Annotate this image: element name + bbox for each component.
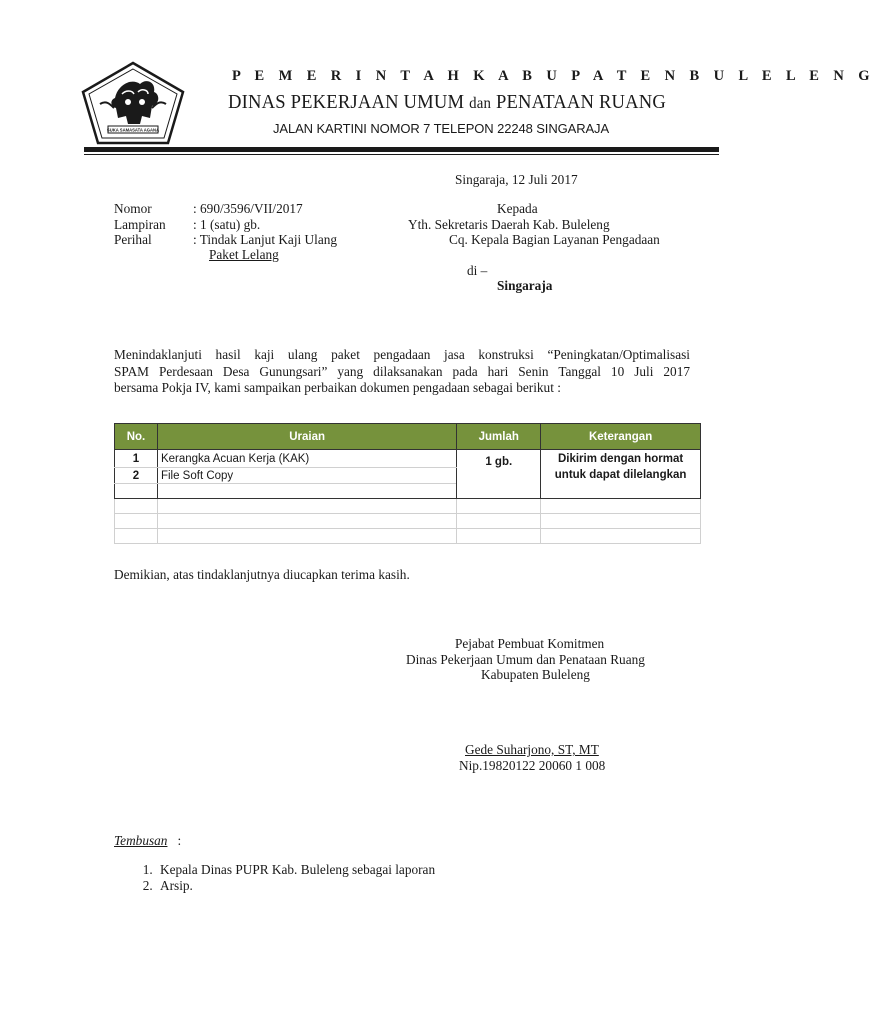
body-line-3: bersama Pokja IV, kami sampaikan perbaikan dokumen pengadaan sebagai berikut :: [114, 380, 561, 395]
nomor-label: Nomor: [114, 201, 152, 216]
letterhead-government: P E M E R I N T A H K A B U P A T E N B U L E L E N G: [232, 68, 875, 84]
empty-cell: [457, 499, 541, 514]
recipient-yth: Yth. Sekretaris Daerah Kab. Buleleng: [408, 217, 610, 232]
perihal-label: Perihal: [114, 232, 152, 247]
empty-cell: [115, 529, 158, 544]
col-header-uraian: Uraian: [157, 424, 456, 450]
table-row: [115, 514, 701, 529]
col-header-jumlah: Jumlah: [457, 424, 541, 450]
empty-cell: [157, 514, 456, 529]
body-line-2: SPAM Perdesaan Desa Gunungsari” yang dilaksanakan pada hari Senin Tanggal 10 Juli 2017: [114, 363, 690, 379]
table-row: [115, 529, 701, 544]
signatory-name: Gede Suharjono, ST, MT: [465, 742, 599, 757]
recipient-kepada: Kepada: [497, 201, 538, 216]
logo-motto: SUKA SAMASATA AGANA: [106, 127, 160, 133]
lampiran-label: Lampiran: [114, 217, 166, 232]
empty-cell: [541, 514, 701, 529]
letterhead-divider: [84, 147, 719, 152]
keterangan-cell: [541, 450, 701, 499]
letterhead-divider-thin: [84, 154, 719, 155]
empty-cell: [115, 499, 158, 514]
empty-cell: [541, 529, 701, 544]
letter-date: Singaraja, 12 Juli 2017: [455, 172, 578, 187]
closing-sentence: Demikian, atas tindaklanjutnya diucapkan terima kasih.: [114, 567, 410, 582]
cc-list: [136, 862, 435, 894]
empty-cell: [157, 484, 456, 499]
empty-cell: [115, 514, 158, 529]
table-row: [115, 450, 701, 468]
cc-label: Tembusan :: [114, 833, 182, 848]
lampiran-value: : 1 (satu) gb.: [193, 217, 261, 232]
empty-cell: [157, 499, 456, 514]
regency-logo: [80, 60, 186, 146]
letterhead-address: JALAN KARTINI NOMOR 7 TELEPON 22248 SINGARAJA: [273, 121, 610, 136]
empty-cell: [457, 529, 541, 544]
signatory-nip: Nip.19820122 20060 1 008: [459, 758, 606, 773]
row-uraian: Kerangka Acuan Kerja (KAK): [157, 450, 456, 468]
keterangan-line-1: Dikirim dengan hormat: [557, 453, 684, 465]
recipient-cq: Cq. Kepala Bagian Layanan Pengadaan: [449, 232, 660, 247]
col-header-no: No.: [115, 424, 158, 450]
empty-cell: [457, 514, 541, 529]
signature-title-1: Pejabat Pembuat Komitmen: [455, 636, 605, 651]
perihal-value-line2: Paket Lelang: [209, 247, 279, 262]
cc-item: 1. Kepala Dinas PUPR Kab. Buleleng sebagai laporan: [156, 862, 435, 878]
empty-cell: [115, 484, 158, 499]
empty-cell: [541, 499, 701, 514]
row-uraian: File Soft Copy: [157, 468, 456, 484]
keterangan-line-2: untuk dapat dilelangkan: [554, 469, 687, 481]
row-no: 1: [115, 450, 158, 468]
letterhead-agency: DINAS PEKERJAAN UMUM dan PENATAAN RUANG: [228, 91, 667, 113]
jumlah-cell: 1 gb.: [457, 450, 541, 499]
perihal-value: : Tindak Lanjut Kaji Ulang: [193, 232, 338, 247]
nomor-value: : 690/3596/VII/2017: [193, 201, 303, 216]
body-line-1: Menindaklanjuti hasil kaji ulang paket pengadaan jasa konstruksi “Peningkatan/Optimalisasi: [114, 347, 690, 362]
signature-title-2: Dinas Pekerjaan Umum dan Penataan Ruang: [406, 652, 645, 667]
col-header-keterangan: Keterangan: [541, 424, 701, 450]
recipient-di: di –: [467, 263, 488, 278]
table-row: [115, 499, 701, 514]
cc-item: 2. Arsip.: [156, 878, 435, 894]
signature-title-3: Kabupaten Buleleng: [481, 667, 590, 682]
recipient-city: Singaraja: [497, 278, 553, 293]
items-table: [114, 423, 701, 544]
row-no: 2: [115, 468, 158, 484]
empty-cell: [157, 529, 456, 544]
body-paragraph: [114, 347, 690, 397]
